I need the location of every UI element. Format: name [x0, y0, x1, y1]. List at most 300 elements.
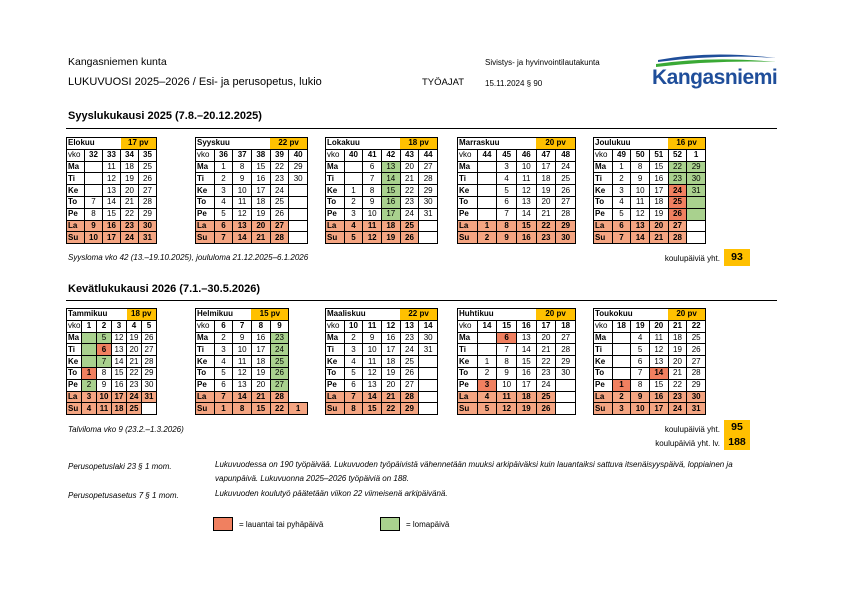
day-cell: 20 [536, 196, 556, 208]
day-label: Ma [67, 332, 82, 344]
day-label: La [458, 391, 478, 403]
day-cell: 16 [103, 220, 121, 232]
day-cell: 4 [477, 391, 497, 403]
day-cell: 27 [419, 161, 438, 173]
month-name: Lokakuu [326, 138, 401, 150]
day-cell: 1 [82, 367, 97, 379]
day-cell: 29 [419, 185, 438, 197]
day-cell: 26 [142, 332, 157, 344]
day-label: Ma [594, 332, 613, 344]
day-cell: 4 [214, 356, 233, 368]
day-cell [477, 185, 497, 197]
day-cell: 28 [556, 208, 576, 220]
day-cell: 31 [687, 403, 706, 415]
day-cell: 7 [97, 356, 112, 368]
day-label: Pe [594, 379, 613, 391]
day-cell: 12 [233, 367, 252, 379]
day-cell: 22 [668, 161, 687, 173]
week-number: 49 [612, 149, 631, 161]
day-label: To [326, 367, 345, 379]
autumn-total-label: koulupäiviä yht. [664, 254, 720, 263]
day-cell: 23 [127, 379, 142, 391]
day-cell: 2 [612, 173, 631, 185]
day-cell: 8 [97, 367, 112, 379]
day-cell [687, 232, 706, 244]
day-cell: 25 [127, 403, 142, 415]
day-cell: 3 [214, 185, 233, 197]
day-label: Ma [67, 161, 85, 173]
day-label: Ti [326, 173, 345, 185]
day-cell: 24 [668, 403, 687, 415]
spring-title: Kevätlukukausi 2026 (7.1.–30.5.2026) [68, 283, 261, 295]
day-label: To [458, 196, 478, 208]
day-label: Pe [326, 379, 345, 391]
day-cell: 10 [233, 344, 252, 356]
day-cell: 9 [363, 196, 382, 208]
day-cell: 3 [612, 403, 631, 415]
day-cell: 27 [668, 220, 687, 232]
day-cell: 15 [251, 403, 270, 415]
day-cell [85, 173, 103, 185]
day-cell: 24 [270, 344, 289, 356]
day-label: Pe [594, 208, 613, 220]
day-cell: 30 [687, 173, 706, 185]
day-cell: 23 [400, 196, 419, 208]
day-cell: 26 [668, 208, 687, 220]
week-number: 16 [516, 320, 536, 332]
day-cell: 14 [363, 391, 382, 403]
day-cell: 17 [649, 403, 668, 415]
day-cell: 13 [381, 161, 400, 173]
week-number: 5 [142, 320, 157, 332]
week-number: 14 [419, 320, 438, 332]
day-cell: 17 [112, 391, 127, 403]
decision-date: 15.11.2024 § 90 [485, 79, 543, 88]
week-number: 3 [112, 320, 127, 332]
day-cell: 17 [251, 344, 270, 356]
day-cell: 1 [289, 403, 308, 415]
day-cell: 1 [214, 161, 233, 173]
legend-break-label: = lomapäivä [406, 520, 450, 529]
day-cell: 9 [85, 220, 103, 232]
day-cell: 31 [419, 208, 438, 220]
calendar-1 [195, 308, 308, 415]
day-label: To [67, 196, 85, 208]
autumn-divider [66, 128, 777, 129]
day-cell: 7 [85, 196, 103, 208]
day-cell: 2 [344, 332, 363, 344]
year-total-value: 188 [724, 435, 750, 450]
day-cell: 4 [631, 332, 650, 344]
day-cell: 19 [536, 185, 556, 197]
day-cell: 19 [251, 208, 270, 220]
day-label: Su [196, 403, 215, 415]
day-cell: 2 [477, 232, 497, 244]
day-cell: 21 [251, 391, 270, 403]
week-number: 13 [400, 320, 419, 332]
day-cell: 1 [344, 185, 363, 197]
day-cell: 11 [649, 332, 668, 344]
day-label: La [326, 220, 345, 232]
day-cell: 16 [251, 173, 270, 185]
week-number: 50 [631, 149, 650, 161]
week-number: 44 [419, 149, 438, 161]
day-cell: 24 [127, 391, 142, 403]
day-label: Ke [326, 185, 345, 197]
day-label: Su [67, 232, 85, 244]
day-cell: 7 [497, 208, 517, 220]
day-cell: 5 [214, 208, 233, 220]
day-cell: 19 [127, 332, 142, 344]
day-cell: 23 [668, 391, 687, 403]
day-cell: 20 [381, 379, 400, 391]
week-number: 41 [363, 149, 382, 161]
day-cell: 7 [497, 344, 517, 356]
day-cell: 18 [251, 196, 270, 208]
day-cell: 14 [233, 232, 252, 244]
day-cell: 19 [121, 173, 139, 185]
week-number: 19 [631, 320, 650, 332]
week-number: 11 [363, 320, 382, 332]
day-cell: 1 [612, 161, 631, 173]
day-cell: 24 [536, 379, 556, 391]
day-cell: 31 [419, 344, 438, 356]
department-name: Sivistys- ja hyvinvointilautakunta [485, 58, 600, 67]
day-cell: 19 [668, 344, 687, 356]
day-cell: 3 [214, 344, 233, 356]
day-cell: 16 [649, 173, 668, 185]
day-cell: 24 [121, 232, 139, 244]
day-label: La [196, 391, 215, 403]
day-cell: 5 [612, 208, 631, 220]
day-cell: 2 [477, 367, 497, 379]
day-cell: 23 [270, 173, 289, 185]
day-cell: 25 [400, 220, 419, 232]
day-cell: 31 [687, 185, 706, 197]
day-cell: 8 [233, 403, 252, 415]
day-cell: 28 [687, 367, 706, 379]
day-cell: 20 [649, 220, 668, 232]
day-cell [687, 220, 706, 232]
day-cell: 22 [668, 379, 687, 391]
day-label: Su [326, 232, 345, 244]
week-number: 45 [497, 149, 517, 161]
day-label: Pe [326, 208, 345, 220]
day-cell: 17 [649, 185, 668, 197]
day-label: Ma [196, 161, 215, 173]
day-cell: 5 [97, 332, 112, 344]
week-label: vko [196, 149, 215, 161]
day-label: Su [594, 232, 613, 244]
day-label: Ti [594, 173, 613, 185]
week-number: 44 [477, 149, 497, 161]
day-cell: 11 [233, 356, 252, 368]
day-cell: 13 [363, 379, 382, 391]
day-label: Su [67, 403, 82, 415]
day-label: Ti [594, 344, 613, 356]
day-cell [289, 185, 308, 197]
month-school-days: 20 pv [536, 309, 575, 321]
day-cell: 5 [344, 367, 363, 379]
day-cell [612, 344, 631, 356]
day-cell: 26 [400, 232, 419, 244]
week-number: 18 [556, 320, 576, 332]
day-cell [289, 196, 308, 208]
legend-break-swatch [380, 517, 400, 531]
month-name: Helmikuu [196, 309, 252, 321]
month-school-days: 17 pv [121, 138, 157, 150]
day-cell: 6 [97, 344, 112, 356]
day-cell [419, 356, 438, 368]
day-label: La [594, 391, 613, 403]
week-number: 34 [121, 149, 139, 161]
day-cell: 29 [400, 403, 419, 415]
day-cell: 24 [400, 344, 419, 356]
day-cell: 9 [497, 367, 517, 379]
day-cell: 13 [516, 196, 536, 208]
org-name: Kangasniemen kunta [68, 56, 167, 68]
spring-divider [66, 300, 777, 301]
day-cell: 7 [344, 391, 363, 403]
autumn-title: Syyslukukausi 2025 (7.8.–20.12.2025) [68, 110, 262, 122]
day-cell: 29 [556, 356, 576, 368]
day-cell: 25 [687, 332, 706, 344]
day-cell: 27 [556, 332, 576, 344]
week-label: vko [67, 149, 85, 161]
day-cell: 15 [649, 379, 668, 391]
day-cell: 15 [381, 185, 400, 197]
kangasniemi-logo [640, 52, 780, 94]
day-cell: 4 [612, 196, 631, 208]
day-cell: 23 [536, 367, 556, 379]
week-number: 40 [289, 149, 308, 161]
day-cell: 9 [363, 332, 382, 344]
day-cell: 18 [251, 356, 270, 368]
day-cell: 21 [251, 232, 270, 244]
day-label: Pe [196, 208, 215, 220]
month-name: Tammikuu [67, 309, 127, 321]
day-label: Pe [196, 379, 215, 391]
week-number: 1 [82, 320, 97, 332]
week-number: 8 [251, 320, 270, 332]
day-cell: 4 [82, 403, 97, 415]
day-cell: 15 [516, 220, 536, 232]
calendar-2 [325, 308, 438, 415]
day-cell: 16 [112, 379, 127, 391]
day-cell: 26 [687, 344, 706, 356]
day-cell [556, 379, 576, 391]
day-cell: 11 [516, 173, 536, 185]
day-cell: 29 [556, 220, 576, 232]
day-cell [419, 220, 438, 232]
week-number: 47 [536, 149, 556, 161]
day-cell: 30 [142, 379, 157, 391]
day-cell [82, 344, 97, 356]
day-label: Ke [326, 356, 345, 368]
day-cell: 2 [82, 379, 97, 391]
month-school-days: 18 pv [127, 309, 157, 321]
week-number: 32 [85, 149, 103, 161]
year-total-label: koulupäiviä yht. lv. [655, 439, 720, 448]
law-ref-1: Perusopetuslaki 23 § 1 mom. [68, 462, 172, 471]
day-cell: 3 [82, 391, 97, 403]
day-cell: 15 [516, 356, 536, 368]
day-cell: 24 [400, 208, 419, 220]
day-cell: 31 [142, 391, 157, 403]
month-school-days: 22 pv [270, 138, 307, 150]
day-cell: 21 [400, 173, 419, 185]
day-cell: 27 [270, 220, 289, 232]
day-cell: 21 [668, 367, 687, 379]
week-number: 43 [400, 149, 419, 161]
day-label: Ke [196, 356, 215, 368]
day-cell: 22 [270, 161, 289, 173]
law-ref-2: Perusopetusasetus 7 § 1 mom. [68, 491, 179, 500]
day-cell: 13 [103, 185, 121, 197]
day-cell: 10 [233, 185, 252, 197]
day-cell: 14 [112, 356, 127, 368]
day-cell [556, 391, 576, 403]
day-cell: 13 [112, 344, 127, 356]
day-cell: 25 [668, 196, 687, 208]
day-cell: 19 [516, 403, 536, 415]
day-label: Pe [67, 208, 85, 220]
day-cell: 6 [363, 161, 382, 173]
day-cell: 18 [381, 356, 400, 368]
month-name: Toukokuu [594, 309, 669, 321]
day-cell: 21 [536, 208, 556, 220]
day-cell [419, 367, 438, 379]
day-label: Su [458, 232, 478, 244]
day-cell [85, 185, 103, 197]
day-cell: 21 [121, 196, 139, 208]
day-cell: 6 [612, 220, 631, 232]
day-cell: 2 [344, 196, 363, 208]
week-number: 12 [381, 320, 400, 332]
day-label: La [458, 220, 478, 232]
day-cell: 18 [516, 391, 536, 403]
day-cell: 29 [687, 379, 706, 391]
day-cell: 4 [497, 173, 517, 185]
day-cell: 20 [400, 161, 419, 173]
day-label: Ma [594, 161, 613, 173]
day-label: Ti [67, 344, 82, 356]
day-label: Ke [594, 185, 613, 197]
day-label: Ma [196, 332, 215, 344]
day-cell: 17 [381, 344, 400, 356]
week-number: 7 [233, 320, 252, 332]
day-cell: 20 [668, 356, 687, 368]
day-cell: 9 [233, 332, 252, 344]
legend-holiday-swatch [213, 517, 233, 531]
week-label: vko [458, 320, 478, 332]
day-cell: 20 [251, 220, 270, 232]
day-cell: 2 [214, 332, 233, 344]
day-cell: 18 [649, 196, 668, 208]
day-cell: 2 [612, 391, 631, 403]
month-school-days: 18 pv [400, 138, 437, 150]
day-label: Ti [458, 344, 478, 356]
day-cell: 6 [214, 220, 233, 232]
day-cell: 10 [497, 379, 517, 391]
day-cell [612, 367, 631, 379]
day-cell: 22 [270, 403, 289, 415]
month-name: Maaliskuu [326, 309, 401, 321]
day-cell: 10 [97, 391, 112, 403]
month-school-days: 22 pv [400, 309, 437, 321]
month-name: Marraskuu [458, 138, 537, 150]
week-label: vko [458, 149, 478, 161]
day-cell: 14 [516, 344, 536, 356]
day-cell: 8 [363, 185, 382, 197]
day-cell: 30 [419, 332, 438, 344]
day-label: Ti [458, 173, 478, 185]
day-cell: 12 [631, 208, 650, 220]
day-label: Pe [458, 379, 478, 391]
day-cell: 22 [381, 403, 400, 415]
day-cell: 25 [400, 356, 419, 368]
week-label: vko [594, 320, 613, 332]
day-cell: 23 [400, 332, 419, 344]
day-cell: 10 [516, 161, 536, 173]
week-number: 48 [556, 149, 576, 161]
day-cell: 26 [536, 403, 556, 415]
day-cell: 6 [631, 356, 650, 368]
day-cell: 16 [516, 232, 536, 244]
day-label: Ma [458, 161, 478, 173]
day-cell: 1 [214, 403, 233, 415]
day-cell: 28 [400, 391, 419, 403]
day-cell: 30 [289, 173, 308, 185]
day-label: Ma [458, 332, 478, 344]
week-number: 35 [139, 149, 157, 161]
day-cell: 11 [631, 196, 650, 208]
day-cell: 29 [139, 208, 157, 220]
day-cell [82, 332, 97, 344]
day-cell: 26 [270, 367, 289, 379]
day-cell: 6 [214, 379, 233, 391]
day-cell [612, 332, 631, 344]
day-cell: 18 [381, 220, 400, 232]
day-cell: 26 [400, 367, 419, 379]
week-number: 1 [687, 149, 706, 161]
day-cell [477, 344, 497, 356]
calendar-3 [457, 308, 576, 415]
day-label: Su [326, 403, 345, 415]
day-cell: 12 [112, 332, 127, 344]
day-cell: 22 [400, 185, 419, 197]
day-cell: 20 [127, 344, 142, 356]
calendar-3 [457, 137, 576, 244]
month-name: Syyskuu [196, 138, 271, 150]
day-cell: 30 [419, 196, 438, 208]
week-label: vko [196, 320, 215, 332]
day-cell: 11 [363, 356, 382, 368]
day-cell [142, 403, 157, 415]
month-school-days: 20 pv [536, 138, 575, 150]
day-cell: 23 [668, 173, 687, 185]
day-cell: 16 [381, 196, 400, 208]
day-cell: 30 [687, 391, 706, 403]
day-cell: 30 [556, 367, 576, 379]
day-label: To [196, 367, 215, 379]
day-cell [477, 196, 497, 208]
day-cell: 19 [649, 208, 668, 220]
day-label: To [67, 367, 82, 379]
day-cell: 12 [649, 344, 668, 356]
day-cell: 17 [103, 232, 121, 244]
day-cell [477, 208, 497, 220]
